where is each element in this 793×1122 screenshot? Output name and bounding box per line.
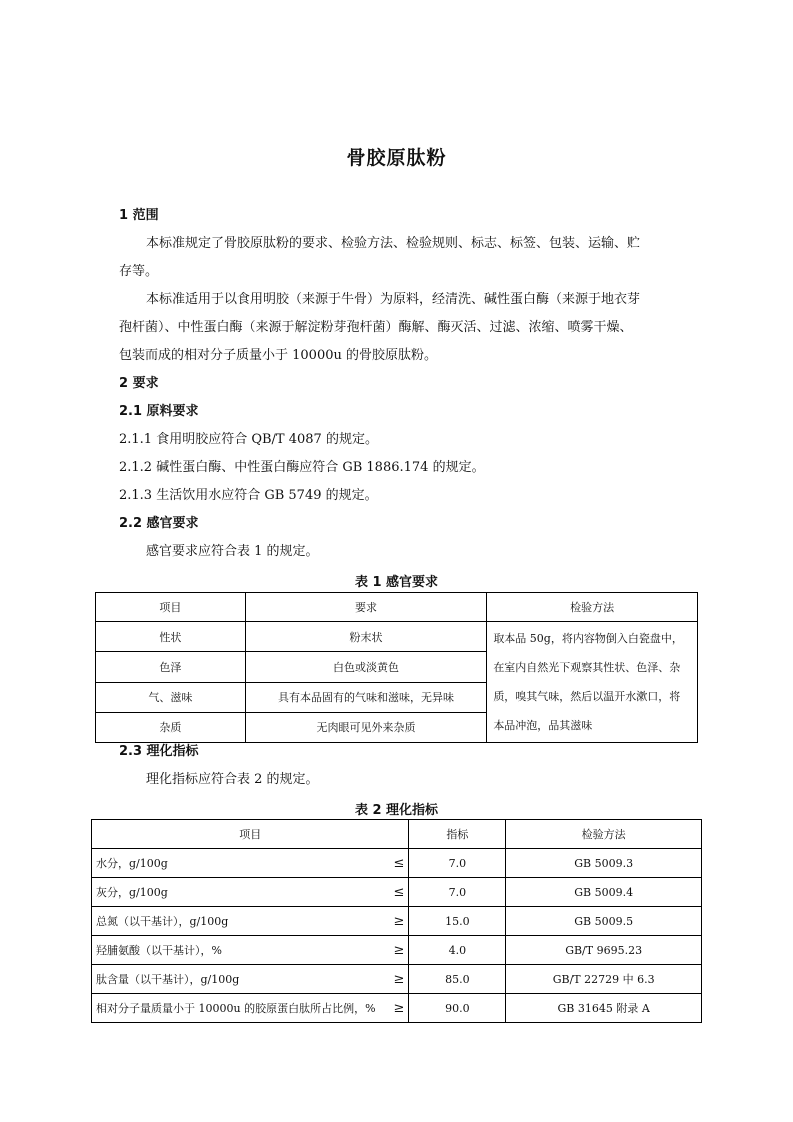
table-row: [92, 936, 702, 965]
method-line: 本品冲泡，品其滋味: [493, 719, 593, 732]
row-method: GB 5009.5: [506, 907, 702, 936]
table-2-caption: 表 2 理化指标: [354, 803, 439, 818]
scope-para-2-line-2: 孢杆菌）、中性蛋白酶（来源于解淀粉芽孢杆菌）酶解、酶灭活、过滤、浓缩、喷雾干燥、: [119, 320, 633, 335]
method-line: 在室内自然光下观察其性状、色泽、杂: [493, 661, 681, 674]
table-row: [92, 849, 702, 878]
row-item: 气、滋味: [96, 682, 246, 712]
section-2-3-heading: 2.3 理化指标: [119, 744, 199, 759]
clause-2-1-1: 2.1.1 食用明胶应符合 QB/T 4087 的规定。: [119, 432, 378, 447]
row-method: GB 31645 附录 A: [506, 994, 702, 1023]
row-item: 肽含量（以干基计），g/100g: [96, 973, 240, 986]
row-requirement: 粉末状: [245, 622, 487, 652]
method-line: 质，嗅其气味，然后以温开水漱口，将: [493, 690, 681, 703]
header-test-method: 检验方法: [506, 820, 702, 849]
row-item: 灰分，g/100g: [96, 886, 168, 899]
table-header-row: [92, 820, 702, 849]
table-row: [92, 878, 702, 907]
sensory-requirements-table: [95, 592, 698, 743]
header-indicator: 指标: [409, 820, 506, 849]
row-value: 7.0: [409, 878, 506, 907]
row-item: 色泽: [96, 652, 246, 682]
header-test-method: 检验方法: [487, 593, 698, 622]
row-item: 性状: [96, 622, 246, 652]
row-item-cell: [92, 994, 409, 1023]
section-1-heading: 1 范围: [119, 208, 159, 223]
scope-para-1-line-2: 存等。: [119, 264, 159, 279]
row-value: 85.0: [409, 965, 506, 994]
row-value: 4.0: [409, 936, 506, 965]
row-item: 水分，g/100g: [96, 857, 168, 870]
table-row: [92, 965, 702, 994]
physchem-intro: 理化指标应符合表 2 的规定。: [146, 772, 319, 787]
comparison-symbol: ≥: [393, 913, 405, 929]
comparison-symbol: ≤: [393, 884, 405, 900]
table-1-caption: 表 1 感官要求: [354, 575, 439, 590]
page-title: 骨胶原肽粉: [346, 147, 447, 169]
header-item: 项目: [92, 820, 409, 849]
row-requirement: 无肉眼可见外来杂质: [245, 712, 487, 742]
sensory-test-method: [487, 622, 698, 743]
row-item-cell: [92, 936, 409, 965]
section-2-2-heading: 2.2 感官要求: [119, 516, 199, 531]
clause-2-1-2: 2.1.2 碱性蛋白酶、中性蛋白酶应符合 GB 1886.174 的规定。: [119, 460, 485, 475]
row-value: 15.0: [409, 907, 506, 936]
physicochemical-indicators-table: [91, 819, 702, 1023]
table-row: [92, 994, 702, 1023]
header-requirement: 要求: [245, 593, 487, 622]
row-item: 羟脯氨酸（以干基计），%: [96, 944, 222, 957]
comparison-symbol: ≥: [393, 971, 405, 987]
table-row: [92, 907, 702, 936]
row-method: GB/T 22729 中 6.3: [506, 965, 702, 994]
comparison-symbol: ≤: [393, 855, 405, 871]
row-requirement: 白色或淡黄色: [245, 652, 487, 682]
scope-para-2-line-1: 本标准适用于以食用明胶（来源于牛骨）为原料，经清洗、碱性蛋白酶（来源于地衣芽: [146, 292, 641, 307]
row-method: GB 5009.3: [506, 849, 702, 878]
clause-2-1-3: 2.1.3 生活饮用水应符合 GB 5749 的规定。: [119, 488, 378, 503]
row-requirement: 具有本品固有的气味和滋味，无异味: [245, 682, 487, 712]
row-item: 相对分子量质量小于 10000u 的胶原蛋白肽所占比例，%: [96, 1002, 376, 1015]
comparison-symbol: ≥: [393, 942, 405, 958]
section-2-1-heading: 2.1 原料要求: [119, 404, 199, 419]
scope-para-2-line-3: 包装而成的相对分子质量小于 10000u 的骨胶原肽粉。: [119, 348, 437, 363]
comparison-symbol: ≥: [393, 1000, 405, 1016]
scope-para-1-line-1: 本标准规定了骨胶原肽粉的要求、检验方法、检验规则、标志、标签、包装、运输、贮: [146, 236, 641, 251]
row-item-cell: [92, 907, 409, 936]
row-method: GB/T 9695.23: [506, 936, 702, 965]
row-item: 总氮（以干基计），g/100g: [96, 915, 229, 928]
row-item: 杂质: [96, 712, 246, 742]
sensory-intro: 感官要求应符合表 1 的规定。: [146, 544, 319, 559]
section-2-heading: 2 要求: [119, 376, 159, 391]
row-item-cell: [92, 878, 409, 907]
table-row: [96, 622, 698, 652]
row-value: 7.0: [409, 849, 506, 878]
row-method: GB 5009.4: [506, 878, 702, 907]
table-header-row: [96, 593, 698, 622]
row-item-cell: [92, 965, 409, 994]
row-value: 90.0: [409, 994, 506, 1023]
header-item: 项目: [96, 593, 246, 622]
row-item-cell: [92, 849, 409, 878]
method-line: 取本品 50g，将内容物倒入白瓷盘中，: [493, 632, 683, 645]
